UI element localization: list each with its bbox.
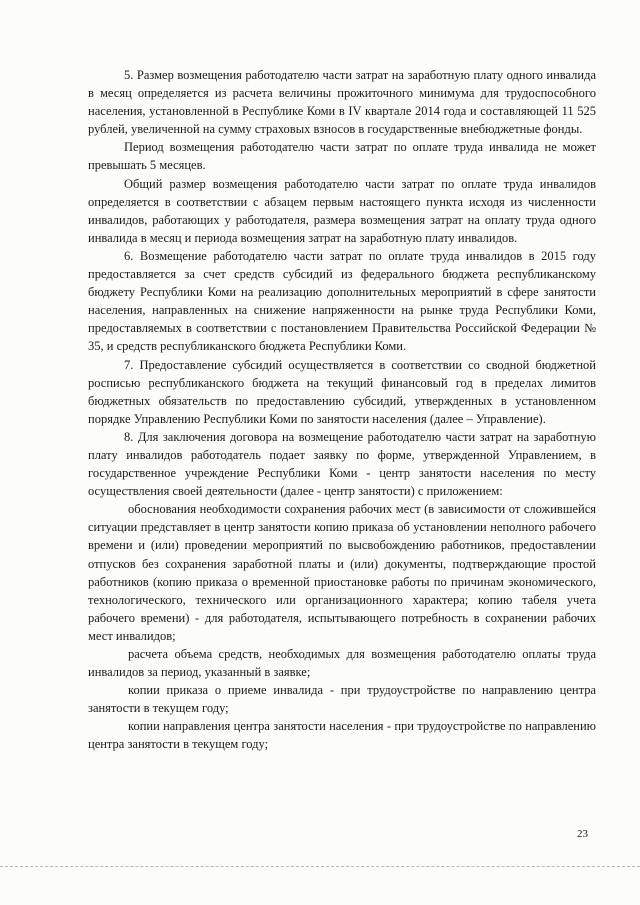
- scan-edge-divider: [0, 866, 640, 868]
- list-item-referral: копии направления центра занятости населения - при трудоустройстве по направлению центра занятости в текущем году;: [88, 719, 596, 752]
- paragraph-7: 7. Предоставление субсидий осуществляется в соответствии со сводной бюджетной росписью республиканского бюджета на текущий финансовый год в пределах лимитов бюджетных обязательств по предоставлению субсидий, утвержденных в установленном порядке Управлению Республики Коми по занятости населения (далее – Управление).: [88, 357, 596, 426]
- list-item-justification: обоснования необходимости сохранения рабочих мест (в зависимости от сложившейся ситуации представляет в центр занятости копию приказа об установлении неполного рабочего времени и (или) проведении мероприятий по высвобождению работников, предоставлении отпусков без сохранения заработной платы и (или) документы, подтверждающие простой работников (копию приказа о временной приостановке работы по причинам экономического, технологического, технического или организационного характера; копию табеля учета рабочего времени) - для работодателя, испытывающего потребность в сохранении рабочих мест инвалидов;: [88, 502, 596, 643]
- paragraph-period: Период возмещения работодателю части затрат по оплате труда инвалида не может превышать 5 месяцев.: [88, 140, 596, 173]
- list-item-calculation: расчета объема средств, необходимых для возмещения работодателю оплаты труда инвалидов за период, указанный в заявке;: [88, 647, 596, 680]
- document-body: [88, 66, 596, 754]
- paragraph-8: 8. Для заключения договора на возмещение работодателю части затрат на заработную плату инвалидов работодатель подает заявку по форме, утвержденной Управлением, в государственное учреждение Республики Коми - центр занятости населения по месту осуществления своей деятельности (далее - центр занятости) с приложением:: [88, 429, 596, 499]
- page-number: 23: [577, 828, 588, 840]
- list-item-hiring-order: копии приказа о приеме инвалида - при трудоустройстве по направлению центра занятости в текущем году;: [88, 683, 596, 716]
- paragraph-total: Общий размер возмещения работодателю части затрат по оплате труда инвалидов определяется в соответствии с абзацем первым настоящего пункта исходя из численности инвалидов, работающих у работодателя, размера возмещения затрат на оплату труда одного инвалида в месяц и периода возмещения затрат на заработную плату инвалидов.: [88, 176, 596, 245]
- paragraph-5: 5. Размер возмещения работодателю части затрат на заработную плату одного инвалида в месяц определяется из расчета величины прожиточного минимума для трудоспособного населения, установленной в Республике Коми в IV квартале 2014 года и составляющей 11 525 рублей, увеличенной на сумму страховых взносов в государственные внебюджетные фонды.: [88, 68, 596, 137]
- paragraph-6: 6. Возмещение работодателю части затрат по оплате труда инвалидов в 2015 году предоставляется за счет средств субсидий из федерального бюджета республиканскому бюджету Республики Коми на реализацию дополнительных мероприятий в сфере занятости населения, направленных на снижение напряженности на рынке труда Республики Коми, предоставляемых в соответствии с постановлением Правительства Российской Федерации № 35, и средств республиканского бюджета Республики Коми.: [88, 248, 596, 354]
